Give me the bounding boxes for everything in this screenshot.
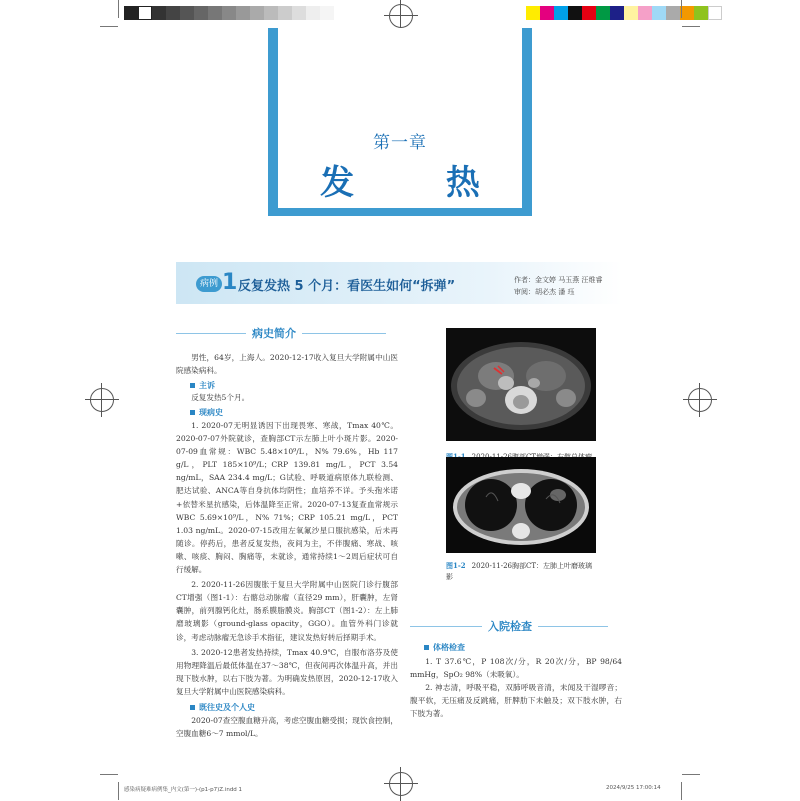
exam-p1: 1. T 37.6℃，P 108次/分，R 20次/分，BP 98/64 mmHg，SpO₂ 98%（未吸氧）。 [410, 657, 622, 680]
footer-timestamp: 2024/9/25 17:00:14 [606, 785, 661, 791]
present-illness-paragraphs [176, 419, 398, 698]
reviewers-line: 审阅：胡必杰 潘 珏 [514, 288, 575, 296]
chest-ct-image [446, 457, 596, 553]
chest-ct-scan [446, 457, 596, 553]
figure-2-text: 2020-11-26胸部CT：左肺上叶磨玻璃影 [446, 562, 593, 581]
registration-mark-top [389, 4, 413, 28]
physical-exam-paragraphs [410, 655, 622, 720]
crop-mark [118, 0, 119, 18]
case-authors [514, 274, 602, 298]
chapter-title: 发 热 [320, 163, 520, 203]
present-illness-p3: 3. 2020-12患者发热持续，Tmax 40.9℃，自服布洛芬及使用物理降温后最低体温在37～38℃，但夜间再次体温升高，并出现下肢水肿，以右下肢为著。为明确发热原因，2020-12-17收入复旦大学附属中山医院感染病科。 [176, 647, 398, 696]
footer-filename: 感染病疑难病例集_内文(第一)-(p1-p7)Z.indd 1 [124, 787, 243, 793]
subheading-complaint [190, 380, 215, 391]
crop-mark [681, 782, 682, 800]
section-heading-admission [410, 618, 622, 634]
complaint-heading: 主诉 [199, 381, 215, 390]
past-history-heading: 既往史及个人史 [199, 703, 255, 712]
case-badge: 病例 [196, 276, 222, 292]
abdominal-ct-image [446, 328, 596, 441]
crop-mark [681, 0, 682, 18]
exam-p2: 2. 神志清，呼吸平稳，双肺呼吸音清，未闻及干湿啰音；腹平软，无压痛及反跳痛，肝脾肋下未触及；双下肢水肿，右下肢为著。 [410, 683, 622, 719]
intro-paragraph [176, 351, 398, 377]
registration-mark-left [90, 388, 114, 412]
present-illness-heading: 现病史 [199, 408, 223, 417]
cmyk-color-bar [526, 6, 722, 20]
authors-line: 作者：金文婷 马玉燕 汪维睿 [514, 276, 603, 284]
registration-mark-bottom [389, 772, 413, 796]
crop-mark [682, 26, 700, 27]
complaint-paragraph [176, 391, 398, 404]
figure-2-label: 图1-2 [446, 561, 466, 570]
present-illness-p2: 2. 2020-11-26因腹胀于复旦大学附属中山医院门诊行腹部CT增强（图1-1）：右髂总动脉瘤（直径29 mm），肝囊肿，左肾囊肿，前列腺钙化灶，肠系膜脂膜炎。胸部CT（图1-2）：左上肺磨玻璃影（ground-glass opacity，GGO）。血管外科门诊就诊，考虑动脉瘤无急诊手术指征，建议发热好转后择期手术。 [176, 580, 398, 642]
subheading-present-illness [190, 407, 223, 418]
case-title: 反复发热 5 个月：看医生如何“拆弹” [238, 279, 456, 294]
subheading-physical-exam [424, 642, 465, 653]
crop-mark [682, 774, 700, 775]
chapter-panel [278, 28, 522, 208]
complaint-text: 反复发热5个月。 [191, 393, 250, 402]
crop-mark [100, 26, 118, 27]
gray-color-bar [124, 6, 334, 20]
intro-text: 男性，64岁，上海人。2020-12-17收入复旦大学附属中山医院感染病科。 [176, 353, 398, 376]
abdominal-ct-scan [446, 328, 596, 441]
figure-2-caption [446, 560, 596, 583]
physical-exam-heading: 体格检查 [433, 643, 465, 652]
chapter-number: 第一章 [373, 133, 427, 153]
past-history-text: 2020-07查空腹血糖升高，考虑空腹血糖受损；现饮食控制，空腹血糖6～7 mmol/L。 [176, 716, 398, 739]
section-title: 入院检查 [488, 620, 532, 633]
section-title: 病史简介 [252, 327, 296, 340]
crop-mark [100, 774, 118, 775]
past-history-paragraph [176, 714, 398, 740]
case-number: 1 [222, 270, 238, 295]
registration-mark-right [688, 388, 712, 412]
subheading-past-history [190, 702, 255, 713]
crop-mark [118, 782, 119, 800]
present-illness-p1: 1. 2020-07无明显诱因下出现畏寒、寒战，Tmax 40℃。2020-07-07外院就诊，查胸部CT示左肺上叶小斑片影。2020-07-09血常规：WBC 5.48×10⁹/L，N% 79.6%，Hb 117 g/L，PLT 185×10⁹/L；CRP 139.81 mg/L，PCT 3.54 ng/mL，SAA 234.4 mg/L；G试验、呼吸道病原体九联检测、肥达试验、ANCA等自身抗体均阴性；血培养不详。予头孢米诺+依替米星抗感染，后体温降至正常。2020-07-13复查血常规示WBC 5.69×10⁹/L，N% 71%；CRP 105.21 mg/L，PCT 1.03 ng/mL。2020-07-15改用左氧氟沙星口服抗感染，后未再随诊。停药后，患者反复发热，夜间为主，不伴腹痛、寒战、咳嗽、咳痰、胸闷、胸痛等，未就诊，通常持续1～2周后症状可自行缓解。 [176, 421, 398, 575]
section-heading-history [176, 325, 400, 341]
